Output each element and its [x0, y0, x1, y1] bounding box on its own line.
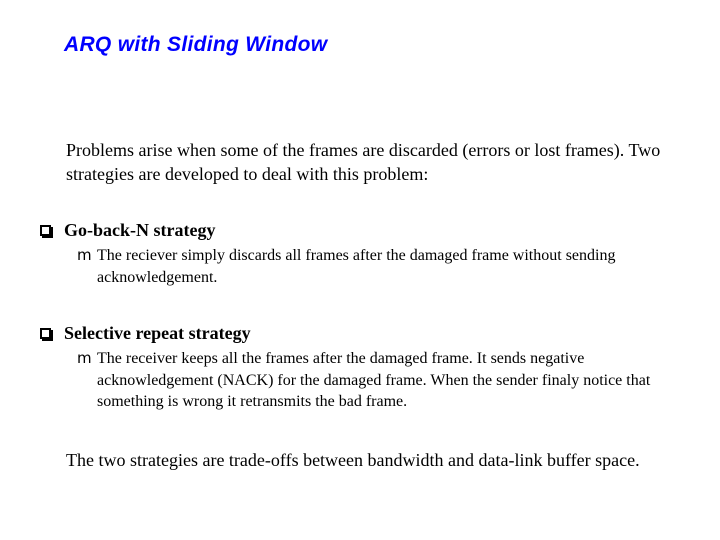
bullet-heading-text: Go-back-N strategy: [64, 220, 216, 240]
m-bullet-icon: m: [77, 349, 92, 367]
bullet-heading-text: Selective repeat strategy: [64, 323, 251, 343]
bullet-heading: [40, 322, 680, 344]
intro-paragraph: Problems arise when some of the frames are discarded (errors or lost frames). Two strategies are developed to deal with this problem:: [66, 140, 661, 184]
slide-title: ARQ with Sliding Window: [64, 33, 328, 56]
sub-bullet-text: The reciever simply discards all frames after the damaged frame without sending acknowledgement.: [97, 247, 616, 286]
closing-paragraph: The two strategies are trade-offs between bandwidth and data-link buffer space.: [66, 450, 640, 470]
square-bullet-icon: [40, 225, 51, 236]
m-bullet-icon: m: [77, 246, 92, 264]
square-bullet-icon: [40, 328, 51, 339]
bullet-selective-repeat: [40, 322, 680, 413]
sub-bullet-text: The receiver keeps all the frames after the damaged frame. It sends negative acknowledgement (NACK) for the damaged frame. When the sender finaly notice that something is wrong it retransmits the bad frame.: [97, 350, 651, 410]
bullet-go-back-n: [40, 219, 680, 288]
bullet-heading: [40, 219, 680, 241]
sub-bullet: [77, 245, 657, 288]
sub-bullet: [77, 348, 657, 413]
